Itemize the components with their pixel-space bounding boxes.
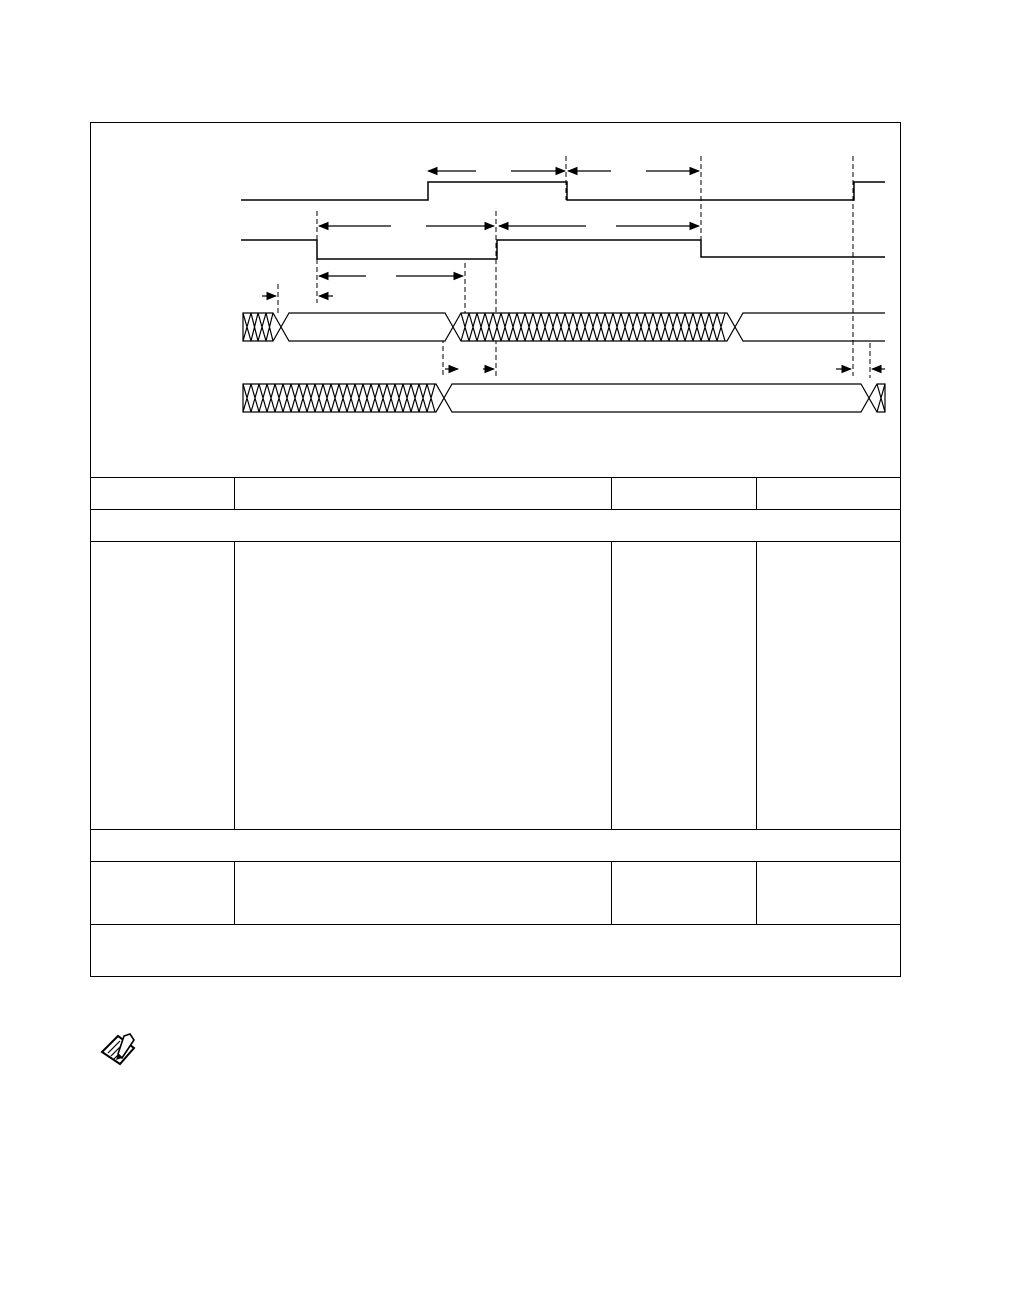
table-top-rule [91, 477, 900, 478]
col-divider-1 [234, 541, 235, 829]
section-2-rule [91, 861, 900, 862]
col-divider-3 [756, 477, 757, 509]
timing-figure-frame [90, 122, 901, 977]
timing-diagram [91, 123, 902, 478]
table-header-rule [91, 509, 900, 510]
reference-lines [278, 156, 870, 378]
signal-2-waveform [241, 240, 885, 259]
col-divider-2 [611, 861, 612, 924]
section-2-top-rule [91, 829, 900, 830]
col-divider-1 [234, 477, 235, 509]
col-divider-2 [611, 477, 612, 509]
bus-2 [243, 384, 885, 412]
col-divider-3 [756, 861, 757, 924]
col-divider-3 [756, 541, 757, 829]
signal-1-waveform [241, 182, 885, 200]
table-bottom-rule [91, 924, 900, 925]
col-divider-2 [611, 541, 612, 829]
col-divider-1 [234, 861, 235, 924]
section-1-rule [91, 541, 900, 542]
bus-1 [243, 313, 885, 341]
note-pencil-icon [100, 1032, 138, 1068]
